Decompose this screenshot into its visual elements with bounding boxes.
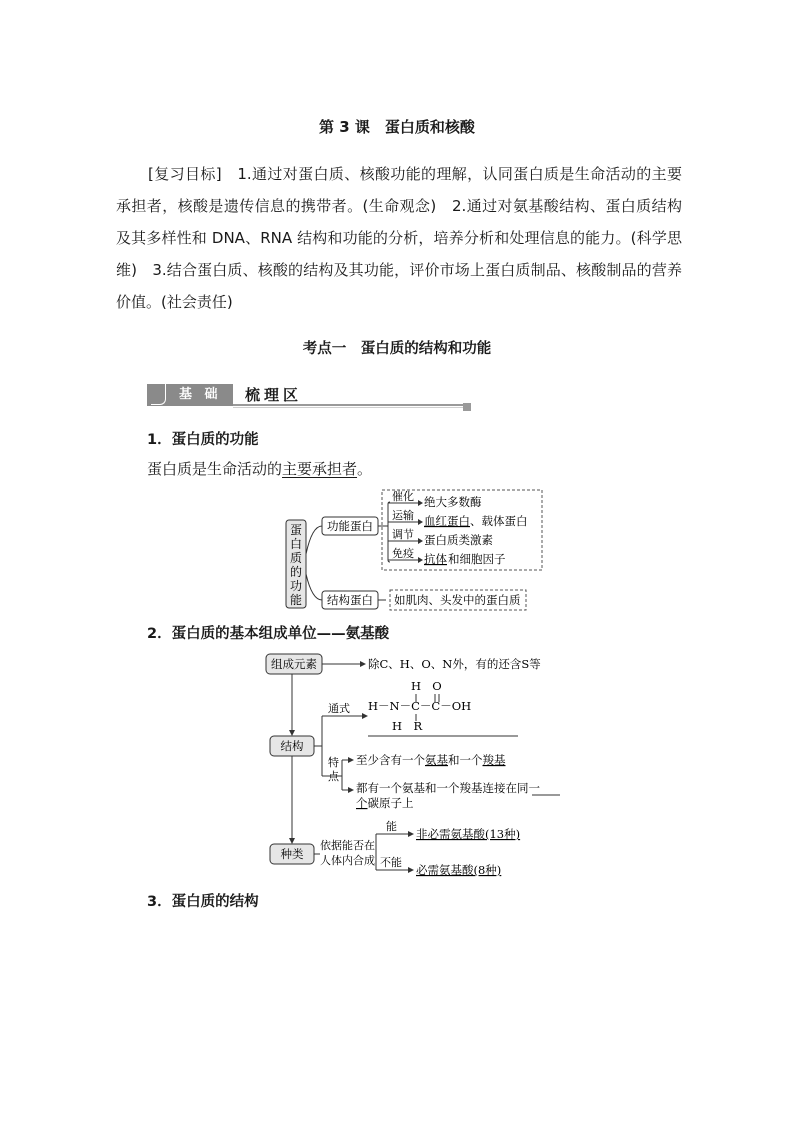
para1-prefix: 蛋白质是生命活动的 xyxy=(147,460,283,478)
root-char: 的 xyxy=(289,565,303,579)
root-char: 白 xyxy=(289,537,303,551)
arrow-head-icon xyxy=(418,519,423,525)
para1-underlined: 主要承担者 xyxy=(282,460,358,478)
section-title: 考点一 蛋白质的结构和功能 xyxy=(302,341,492,357)
elements-label: 组成元素 xyxy=(271,657,317,671)
label-catalysis: 催化 xyxy=(392,490,414,503)
root-char: 功 xyxy=(289,579,303,593)
formula-label: 通式 xyxy=(328,702,350,715)
structure-label: 结构 xyxy=(280,739,304,753)
section-banner xyxy=(147,384,471,412)
basis-line2: 人体内合成 xyxy=(320,854,375,867)
feature2-line1: 都有一个氨基和一个羧基连接在同一 xyxy=(356,781,540,795)
formula-top-o: O xyxy=(432,679,442,693)
kind-label: 种类 xyxy=(280,847,304,861)
bracket xyxy=(388,502,390,562)
function-protein-label: 功能蛋白 xyxy=(327,519,373,533)
arrow-head-icon xyxy=(408,867,414,873)
heading-protein-function: 1．蛋白质的功能 xyxy=(147,432,259,448)
banner-hook-icon xyxy=(151,384,166,405)
protein-function-diagram xyxy=(278,486,548,616)
banner-rule-end xyxy=(463,403,471,411)
value-antibody: 抗体 xyxy=(424,552,447,566)
arrow-head-icon xyxy=(289,730,295,736)
root-char: 能 xyxy=(289,593,303,607)
arrow-head-icon xyxy=(348,757,354,763)
value-cytokine: 和细胞因子 xyxy=(448,552,506,566)
heading-protein-structure: 3．蛋白质的结构 xyxy=(147,894,259,910)
arrow-head-icon xyxy=(348,787,354,793)
review-goals-label: [复习目标] xyxy=(148,165,222,183)
para1-suffix: 。 xyxy=(357,460,373,478)
arrow-head-icon xyxy=(289,838,295,844)
amino-acid-diagram xyxy=(262,650,572,882)
banner-left-text: 基 础 xyxy=(179,387,222,402)
value-carrier: 、载体蛋白 xyxy=(470,514,528,528)
elements-text: 除C、H、O、N外，有的还含S等 xyxy=(368,657,541,671)
arrow-head-icon xyxy=(418,500,423,506)
arrow-head-icon xyxy=(362,713,368,719)
arrow-head-icon xyxy=(418,538,423,544)
value-hormones: 蛋白质类激素 xyxy=(424,533,493,547)
formula-top-h: H xyxy=(410,679,422,693)
structural-protein-label: 结构蛋白 xyxy=(327,593,373,607)
essential-amino-acids: 必需氨基酸(8种) xyxy=(416,863,502,877)
root-char: 蛋 xyxy=(289,523,303,537)
feature2-line2: 个碳原子上 xyxy=(356,796,414,810)
paragraph-main-role xyxy=(147,458,372,479)
banner-label-box xyxy=(147,384,233,406)
banner-rule-shadow xyxy=(233,407,465,408)
connector xyxy=(306,526,322,554)
label-transport: 运输 xyxy=(392,509,414,522)
basis-line1: 依据能否在 xyxy=(320,839,375,852)
value-muscle-hair: 如肌肉、头发中的蛋白质 xyxy=(394,593,521,607)
cannot-label: 不能 xyxy=(380,856,402,869)
feature-label: 特 xyxy=(328,756,339,769)
label-immunity: 免疫 xyxy=(392,547,414,560)
review-goals xyxy=(116,158,682,318)
root-char: 质 xyxy=(289,551,303,565)
formula-main: H－N－C－C－OH xyxy=(368,699,472,713)
feature-label: 点 xyxy=(328,770,339,783)
banner-right-text: 梳理区 xyxy=(245,386,303,404)
banner-rule xyxy=(233,404,465,406)
can-label: 能 xyxy=(386,820,397,833)
connector xyxy=(306,574,322,600)
formula-bottom: H R xyxy=(392,719,423,733)
arrow-head-icon xyxy=(408,831,414,837)
arrow-head-icon xyxy=(418,557,423,563)
arrow-head-icon xyxy=(360,661,366,667)
heading-amino-acid: 2．蛋白质的基本组成单位——氨基酸 xyxy=(147,626,390,642)
nonessential-amino-acids: 非必需氨基酸(13种) xyxy=(416,827,521,841)
value-enzymes: 绝大多数酶 xyxy=(424,495,482,509)
lesson-title: 第 3 课 蛋白质和核酸 xyxy=(319,118,475,136)
feature1-text: 至少含有一个氨基和一个羧基 xyxy=(356,753,506,767)
review-goals-text: 1.通过对蛋白质、核酸功能的理解，认同蛋白质是生命活动的主要承担者，核酸是遗传信息的携带者。(生命观念) 2.通过对氨基酸结构、蛋白质结构及其多样性和 DNA、RNA 结构和功能的分析，培养分析和处理信息的能力。(科学思维) 3.结合蛋白质、核酸的结构及其功能，评价市场上蛋白质制品、核酸制品的营养价值。(社会责任) xyxy=(116,165,682,311)
label-regulation: 调节 xyxy=(392,528,414,541)
value-hemoglobin: 血红蛋白 xyxy=(424,514,470,528)
